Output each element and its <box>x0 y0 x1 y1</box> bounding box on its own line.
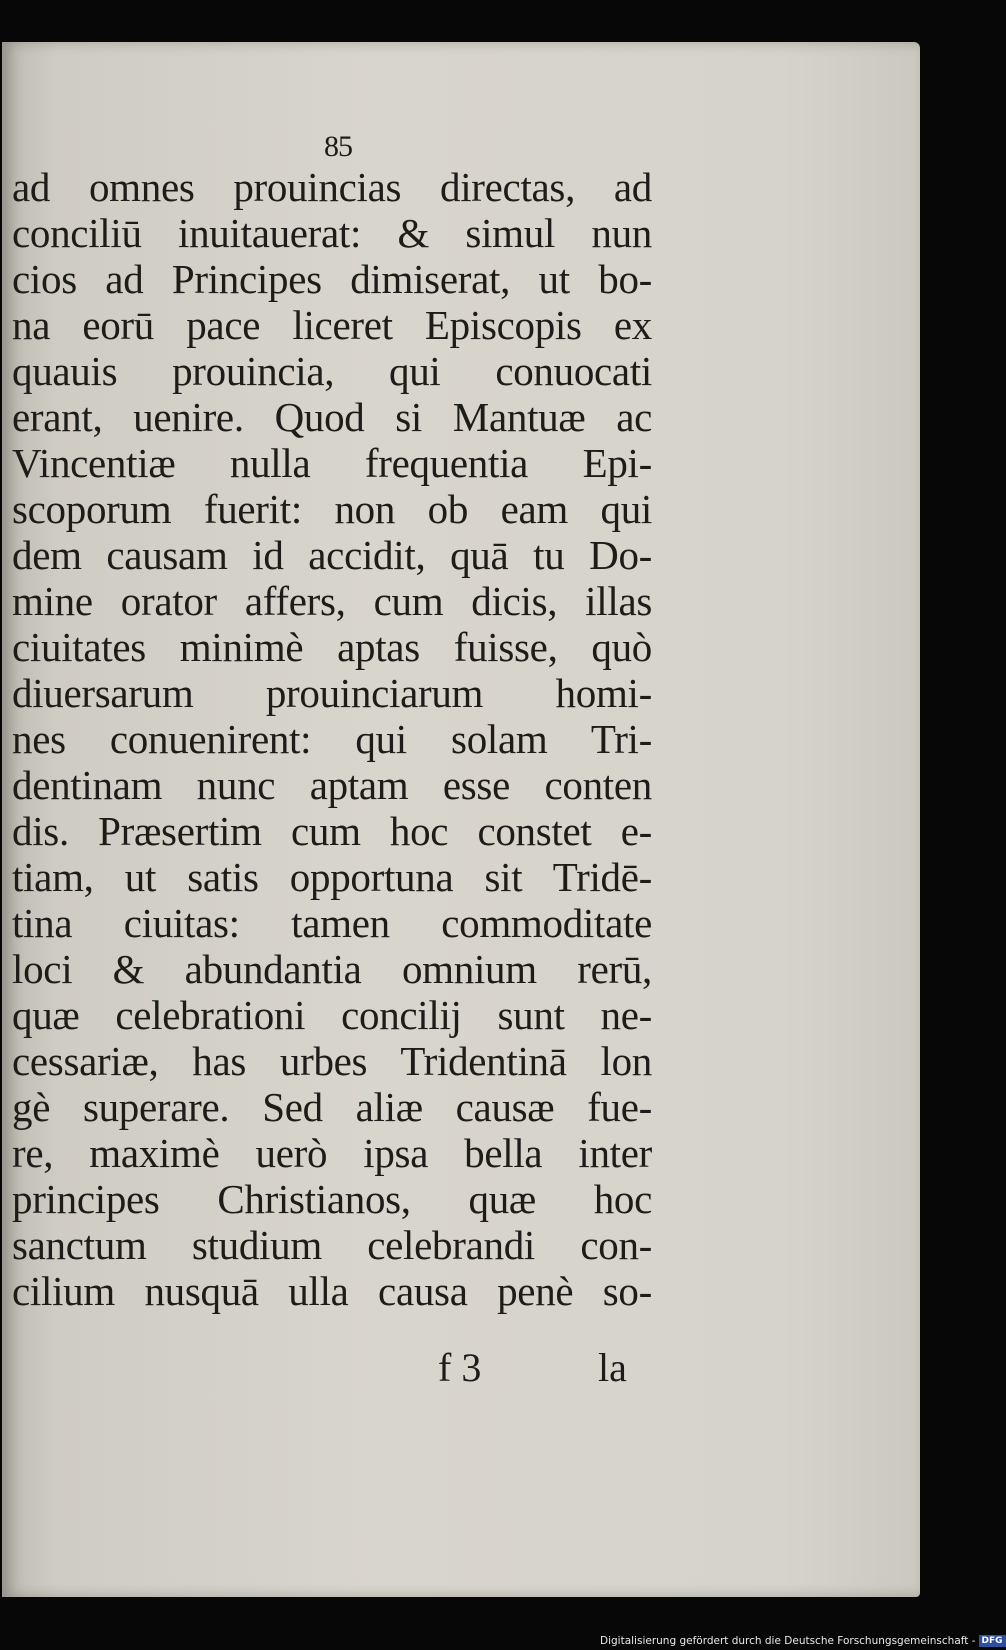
text-line: mine orator affers, cum dicis, illas <box>12 578 652 624</box>
dfg-logo: DFG <box>979 1635 1006 1647</box>
text-line: sanctum studium celebrandi con- <box>12 1222 652 1268</box>
text-line: cilium nusquā ulla causa penè so- <box>12 1268 652 1314</box>
text-line: loci & abundantia omnium rerū, <box>12 946 652 992</box>
text-line: tiam, ut satis opportuna sit Tridē- <box>12 854 652 900</box>
book-page <box>2 42 920 1597</box>
text-line: gè superare. Sed aliæ causæ fue- <box>12 1084 652 1130</box>
text-line: tina ciuitas: tamen commoditate <box>12 900 652 946</box>
text-line: scoporum fuerit: non ob eam qui <box>12 486 652 532</box>
text-line: re, maximè uerò ipsa bella inter <box>12 1130 652 1176</box>
signature-mark: f 3 <box>438 1345 482 1390</box>
page-number: 85 <box>324 130 352 163</box>
text-line: nes conuenirent: qui solam Tri- <box>12 716 652 762</box>
credit-text: Digitalisierung gefördert durch die Deutsche Forschungsgemeinschaft - <box>600 1635 976 1647</box>
text-line: diuersarum prouinciarum homi- <box>12 670 652 716</box>
text-line: ciuitates minimè aptas fuisse, quò <box>12 624 652 670</box>
text-line: conciliū inuitauerat: & simul nun <box>12 210 652 256</box>
text-line: quauis prouincia, qui conuocati <box>12 348 652 394</box>
text-line: dentinam nunc aptam esse conten <box>12 762 652 808</box>
text-line: principes Christianos, quæ hoc <box>12 1176 652 1222</box>
text-line: ad omnes prouincias directas, ad <box>12 164 652 210</box>
text-line: dem causam id accidit, quā tu Do- <box>12 532 652 578</box>
text-line: dis. Præsertim cum hoc constet e- <box>12 808 652 854</box>
text-line: Vincentiæ nulla frequentia Epi- <box>12 440 652 486</box>
text-line: cessariæ, has urbes Tridentinā lon <box>12 1038 652 1084</box>
text-line: erant, uenire. Quod si Mantuæ ac <box>12 394 652 440</box>
text-line: cios ad Principes dimiserat, ut bo- <box>12 256 652 302</box>
text-line: quæ celebrationi concilij sunt ne- <box>12 992 652 1038</box>
catchword: la <box>598 1345 627 1390</box>
text-line: na eorū pace liceret Episcopis ex <box>12 302 652 348</box>
text-block <box>12 164 652 1314</box>
digitization-credit <box>600 1632 1006 1650</box>
